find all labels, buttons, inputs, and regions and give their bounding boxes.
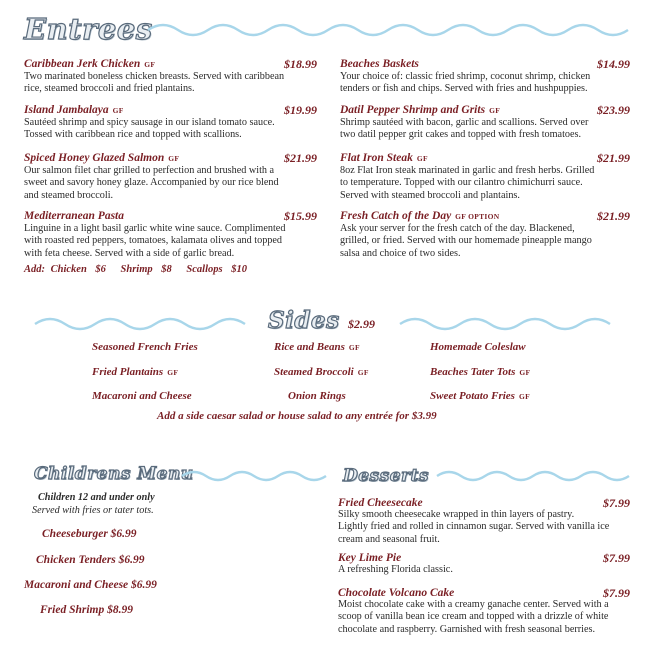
- entree-price: $21.99: [597, 151, 630, 165]
- entree-price: $14.99: [597, 57, 630, 71]
- wave-divider-sides-right: [400, 314, 625, 334]
- dessert-chocolate-volcano-cake: Chocolate Volcano Cake: [338, 587, 455, 599]
- entree-caribbean-jerk-chicken: Caribbean Jerk Chicken GF: [24, 58, 156, 70]
- wave-divider-sides-left: [35, 314, 255, 334]
- entree-datil-pepper-shrimp-grits: Datil Pepper Shrimp and Grits GF: [340, 104, 501, 116]
- entree-description: Linguine in a light basil garlic white wine sauce. Complimented with roasted red peppers, tomatoes, kalamata olives and topped with feta cheese. Served with a side of garlic bread.: [24, 223, 286, 259]
- entree-price: $21.99: [284, 151, 317, 165]
- entree-mediterranean-pasta: Mediterranean Pasta: [24, 210, 124, 222]
- entree-fresh-catch: Fresh Catch of the Day GF OPTION: [340, 210, 500, 222]
- dessert-price: $7.99: [603, 551, 630, 565]
- entree-spiced-honey-glazed-salmon: Spiced Honey Glazed Salmon GF: [24, 152, 180, 164]
- side-steamed-broccoli: Steamed Broccoli GF: [274, 366, 369, 378]
- entrees-title: Entrees: [24, 12, 153, 46]
- side-beaches-tater-tots: Beaches Tater Tots GF: [430, 366, 531, 378]
- childrens-age-note: Children 12 and under only: [38, 492, 155, 503]
- dessert-price: $7.99: [603, 586, 630, 600]
- entree-price: $19.99: [284, 103, 317, 117]
- entree-description: Shrimp sautéed with bacon, garlic and scallions. Served over two datil pepper grit cakes and topped with fresh tomatoes.: [340, 117, 589, 141]
- entree-description: Sautéed shrimp and spicy sausage in our island tomato sauce. Tossed with caribbean rice and topped with scallions.: [24, 117, 275, 141]
- side-homemade-coleslaw: Homemade Coleslaw: [430, 341, 526, 353]
- kids-chicken-tenders: Chicken Tenders $6.99: [36, 554, 145, 566]
- entree-description: Ask your server for the fresh catch of the day. Blackened, grilled, or fried. Served with our homemade pineapple mango salsa and choice of two sides.: [340, 223, 592, 259]
- dessert-description: Silky smooth cheesecake wrapped in thin layers of pastry. Lightly fried and rolled in cinnamon sugar. Served with vanilla ice cream and seasonal fruit.: [338, 509, 610, 545]
- entree-description: Two marinated boneless chicken breasts. Served with caribbean rice, steamed broccoli and fried plantains.: [24, 71, 285, 95]
- wave-divider-childrens: [182, 468, 322, 484]
- entree-price: $21.99: [597, 209, 630, 223]
- childrens-menu-title: Childrens Menu: [34, 464, 194, 484]
- kids-fried-shrimp: Fried Shrimp $8.99: [40, 604, 133, 616]
- entree-description: Our salmon filet char grilled to perfection and brushed with a sweet and savory honey glaze. Accompanied by our rice blend and steamed broccoli.: [24, 165, 279, 201]
- dessert-description: Moist chocolate cake with a creamy ganache center. Served with a scoop of vanilla bean ice cream and topped with a drizzle of white chocolate and raspberry. Garnished with fresh seasonal berries.: [338, 599, 609, 635]
- dessert-price: $7.99: [603, 496, 630, 510]
- wave-divider-entrees: [148, 20, 638, 40]
- entree-flat-iron-steak: Flat Iron Steak GF: [340, 152, 428, 164]
- sides-salad-note: Add a side caesar salad or house salad to any entrée for $3.99: [157, 410, 437, 422]
- entree-description: Your choice of: classic fried shrimp, coconut shrimp, chicken tenders or fish and chips. Served with fries and hushpuppies.: [340, 71, 591, 95]
- side-sweet-potato-fries: Sweet Potato Fries GF: [430, 390, 530, 402]
- wave-divider-desserts: [437, 468, 632, 484]
- sides-title: Sides: [268, 307, 340, 334]
- dessert-description: A refreshing Florida classic.: [338, 564, 453, 575]
- kids-macaroni-and-cheese: Macaroni and Cheese $6.99: [24, 579, 157, 591]
- side-macaroni-and-cheese: Macaroni and Cheese: [92, 390, 192, 402]
- entree-price: $23.99: [597, 103, 630, 117]
- entree-island-jambalaya: Island Jambalaya GF: [24, 104, 124, 116]
- childrens-served-note: Served with fries or tater tots.: [32, 505, 154, 516]
- dessert-fried-cheesecake: Fried Cheesecake: [338, 497, 423, 509]
- entree-description: 8oz Flat Iron steak marinated in garlic and fresh herbs. Grilled to temperature. Topped with our cilantro chimichurri sauce. Served with steamed broccoli and plantains.: [340, 165, 595, 201]
- entree-beaches-baskets: Beaches Baskets: [340, 58, 419, 70]
- entree-add-ons: Add: Chicken $6 Shrimp $8 Scallops $10: [24, 264, 247, 275]
- entree-price: $15.99: [284, 209, 317, 223]
- dessert-key-lime-pie: Key Lime Pie: [338, 552, 402, 564]
- kids-cheeseburger: Cheeseburger $6.99: [42, 528, 137, 540]
- side-rice-and-beans: Rice and Beans GF: [274, 341, 360, 353]
- entree-price: $18.99: [284, 57, 317, 71]
- side-fried-plantains: Fried Plantains GF: [92, 366, 179, 378]
- sides-price: $2.99: [348, 317, 375, 331]
- side-seasoned-french-fries: Seasoned French Fries: [92, 341, 198, 353]
- desserts-title: Desserts: [343, 466, 429, 486]
- side-onion-rings: Onion Rings: [288, 390, 346, 402]
